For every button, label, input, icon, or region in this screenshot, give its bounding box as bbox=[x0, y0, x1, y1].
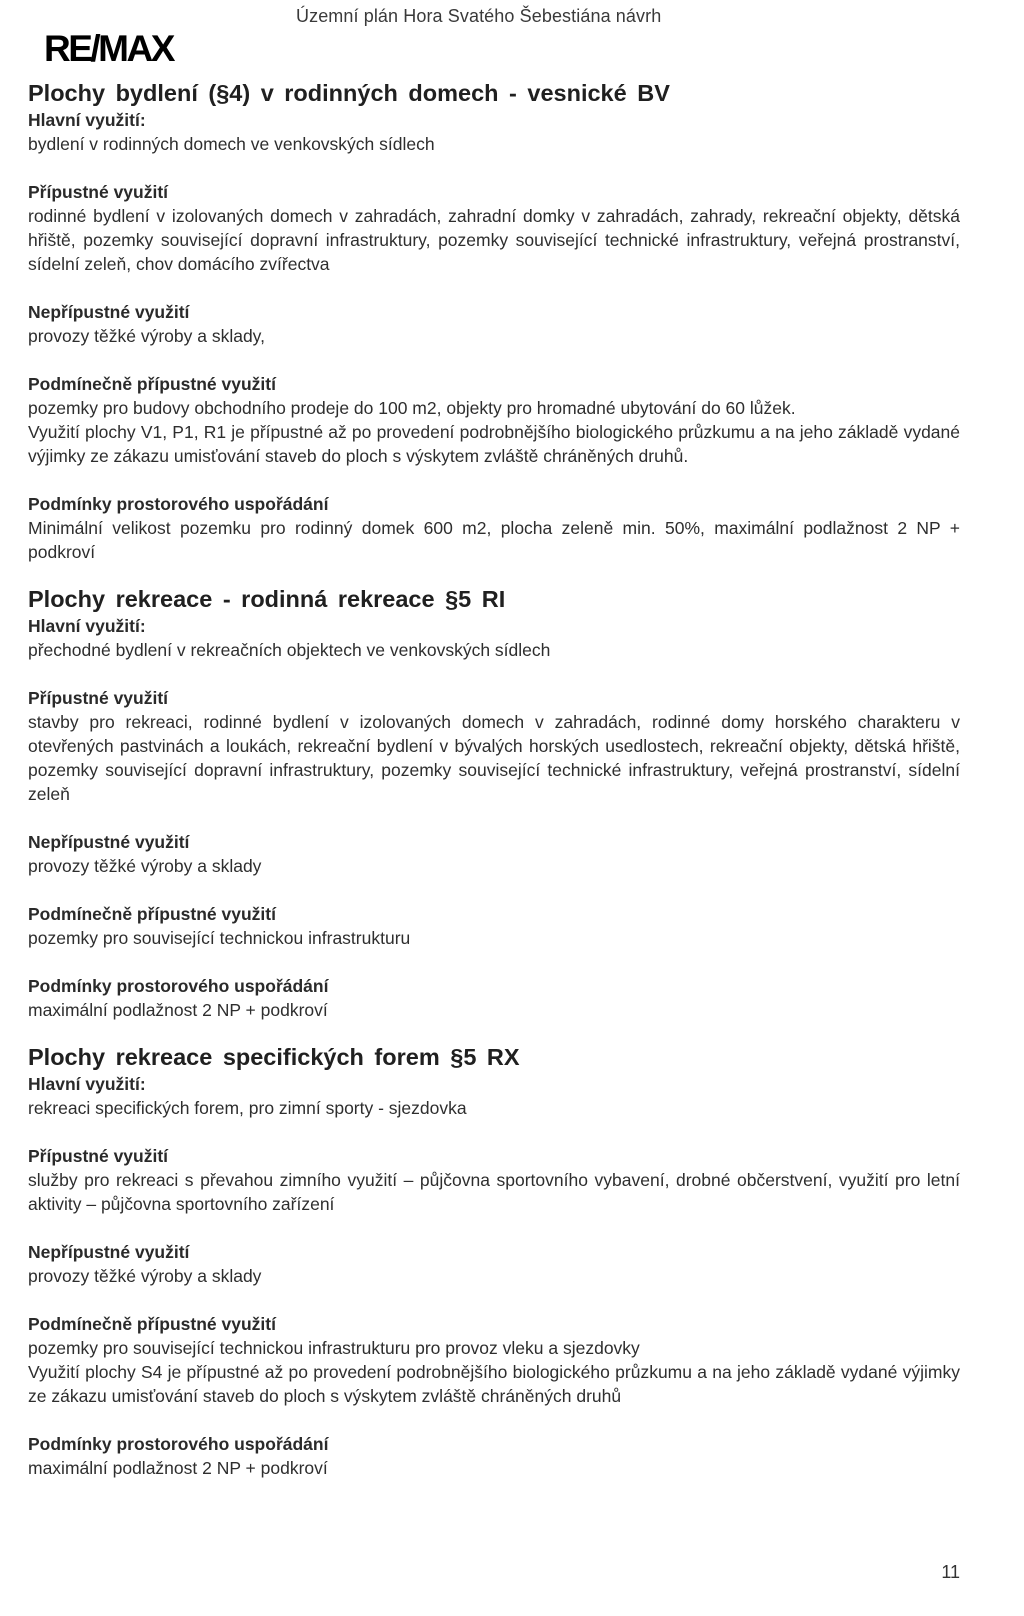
section-title: Plochy rekreace - rodinná rekreace §5 RI bbox=[28, 586, 506, 612]
use-block-label: Podmínky prostorového uspořádání bbox=[28, 494, 329, 514]
use-block bbox=[28, 372, 960, 468]
use-block-text bbox=[28, 396, 960, 468]
section-title: Plochy rekreace specifických forem §5 RX bbox=[28, 1044, 520, 1070]
main-use-text: bydlení v rodinných domech ve venkovských sídlech bbox=[28, 134, 435, 154]
use-block bbox=[28, 1240, 960, 1288]
use-block-label: Podmínečně přípustné využití bbox=[28, 374, 276, 394]
use-block-label: Nepřípustné využití bbox=[28, 302, 190, 322]
use-block-label: Podmínečně přípustné využití bbox=[28, 904, 276, 924]
zone-section bbox=[28, 584, 960, 1022]
main-use-text: rekreaci specifických forem, pro zimní sporty - sjezdovka bbox=[28, 1098, 467, 1118]
use-block-text bbox=[28, 998, 960, 1022]
main-use-label: Hlavní využití: bbox=[28, 1074, 146, 1094]
main-use-text: přechodné bydlení v rekreačních objektech ve venkovských sídlech bbox=[28, 640, 551, 660]
paragraph: pozemky pro související technickou infrastrukturu pro provoz vleku a sjezdovky bbox=[28, 1338, 640, 1358]
use-block-label: Nepřípustné využití bbox=[28, 832, 190, 852]
paragraph: služby pro rekreaci s převahou zimního využití – půjčovna sportovního vybavení, drobné občerstvení, využití pro letní aktivity – půjčovna sportovního zařízení bbox=[28, 1170, 960, 1214]
use-block-label: Podmínky prostorového uspořádání bbox=[28, 1434, 329, 1454]
use-block bbox=[28, 300, 960, 348]
paragraph: pozemky pro budovy obchodního prodeje do 100 m2, objekty pro hromadné ubytování do 60 lůžek. bbox=[28, 398, 796, 418]
zone-section bbox=[28, 78, 960, 564]
use-block bbox=[28, 1312, 960, 1408]
use-block-label: Podmínky prostorového uspořádání bbox=[28, 976, 329, 996]
page-number: 11 bbox=[941, 1562, 960, 1582]
use-block bbox=[28, 974, 960, 1022]
paragraph: maximální podlažnost 2 NP + podkroví bbox=[28, 1458, 328, 1478]
paragraph: provozy těžké výroby a sklady bbox=[28, 1266, 262, 1286]
zone-section bbox=[28, 1042, 960, 1480]
use-block-text bbox=[28, 324, 960, 348]
document-header-title: Územní plán Hora Svatého Šebestiána návrh bbox=[296, 6, 662, 26]
paragraph: pozemky pro související technickou infrastrukturu bbox=[28, 928, 411, 948]
use-block-label: Nepřípustné využití bbox=[28, 1242, 190, 1262]
use-block-label: Přípustné využití bbox=[28, 182, 169, 202]
paragraph: rodinné bydlení v izolovaných domech v zahradách, zahradní domky v zahradách, zahrady, rekreační objekty, dětská hřiště, pozemky související dopravní infrastruktury, pozemky související technické infrastruktury, veřejná prostranství, sídelní zeleň, chov domácího zvířectva bbox=[28, 206, 960, 274]
section-title: Plochy bydlení (§4) v rodinných domech - vesnické BV bbox=[28, 80, 670, 106]
main-use-label: Hlavní využití: bbox=[28, 110, 146, 130]
paragraph: Využití plochy S4 je přípustné až po provedení podrobnějšího biologického průzkumu a na jeho základě vydané výjimky ze zákazu umisťování staveb do ploch s výskytem zvláště chráněných druhů bbox=[28, 1362, 960, 1406]
use-block-label: Podmínečně přípustné využití bbox=[28, 1314, 276, 1334]
paragraph: stavby pro rekreaci, rodinné bydlení v izolovaných domech v zahradách, rodinné domy horského charakteru v otevřených pastvinách a loukách, rekreační bydlení v bývalých horských usedlostech, rekreační objekty, dětská hřiště, pozemky související dopravní infrastruktury, pozemky související technické infrastruktury, veřejná prostranství, sídelní zeleň bbox=[28, 712, 960, 804]
use-block bbox=[28, 180, 960, 276]
paragraph: Minimální velikost pozemku pro rodinný domek 600 m2, plocha zeleně min. 50%, maximální podlažnost 2 NP + podkroví bbox=[28, 518, 960, 562]
use-block-label: Přípustné využití bbox=[28, 688, 169, 708]
use-block bbox=[28, 492, 960, 564]
document-content bbox=[28, 78, 960, 1480]
use-block bbox=[28, 902, 960, 950]
use-block-text bbox=[28, 1264, 960, 1288]
use-block-text bbox=[28, 710, 960, 806]
use-block bbox=[28, 830, 960, 878]
use-block-text bbox=[28, 516, 960, 564]
paragraph: provozy těžké výroby a sklady, bbox=[28, 326, 265, 346]
paragraph: Využití plochy V1, P1, R1 je přípustné až po provedení podrobnějšího biologického průzkumu a na jeho základě vydané výjimky ze zákazu umisťování staveb do ploch s výskytem zvláště chráněných druhů. bbox=[28, 422, 960, 466]
use-block-text bbox=[28, 854, 960, 878]
paragraph: maximální podlažnost 2 NP + podkroví bbox=[28, 1000, 328, 1020]
remax-logo: RE/MAX bbox=[44, 28, 173, 69]
use-block-text bbox=[28, 204, 960, 276]
use-block-text bbox=[28, 1168, 960, 1216]
use-block bbox=[28, 686, 960, 806]
use-block bbox=[28, 1144, 960, 1216]
use-block-text bbox=[28, 926, 960, 950]
use-block-text bbox=[28, 1336, 960, 1408]
use-block bbox=[28, 1432, 960, 1480]
paragraph: provozy těžké výroby a sklady bbox=[28, 856, 262, 876]
main-use-label: Hlavní využití: bbox=[28, 616, 146, 636]
use-block-text bbox=[28, 1456, 960, 1480]
use-block-label: Přípustné využití bbox=[28, 1146, 169, 1166]
